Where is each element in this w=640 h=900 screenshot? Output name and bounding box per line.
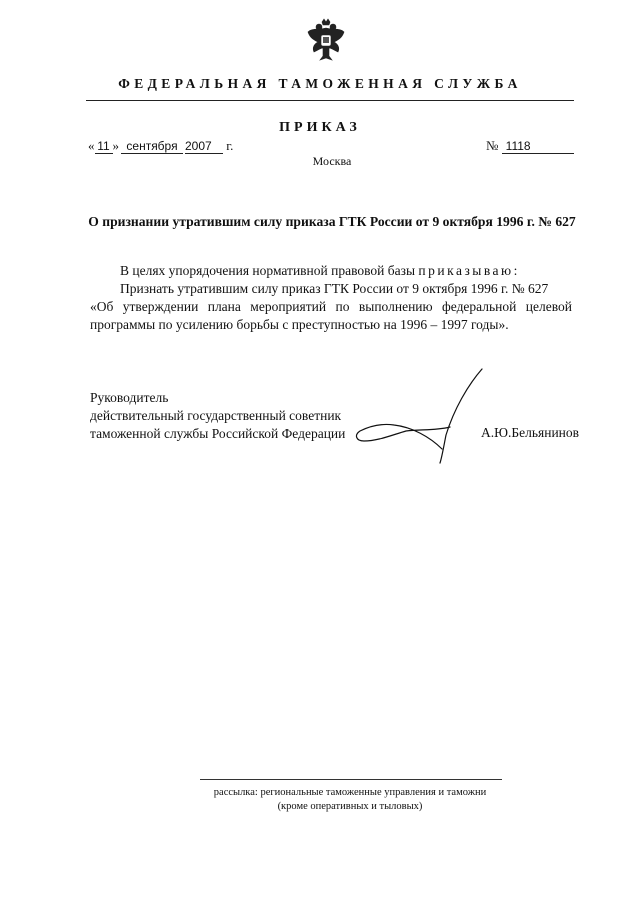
- order-body: [90, 262, 572, 334]
- document-title: ПРИКАЗ: [279, 120, 361, 135]
- coat-of-arms-emblem: [306, 18, 346, 64]
- distribution-line-1: рассылка: региональные таможенные управления и таможни: [213, 787, 487, 798]
- item-line-2: «Об утверждении плана мероприятий по выполнению федеральной целевой: [90, 299, 572, 314]
- order-subject: О признании утратившим силу приказа ГТК России от 9 октября 1996 г. № 627: [88, 214, 576, 229]
- date-year: 2007: [185, 139, 223, 154]
- date-open-quote: «: [88, 138, 95, 153]
- command-word: приказываю:: [418, 263, 520, 278]
- preamble-text: В целях упорядочения нормативной правовой базы: [120, 263, 416, 278]
- date-close-quote: »: [112, 138, 119, 153]
- agency-name: ФЕДЕРАЛЬНАЯ ТАМОЖЕННАЯ СЛУЖБА: [118, 76, 522, 91]
- item-line-1: Признать утратившим силу приказ ГТК России от 9 октября 1996 г. № 627: [120, 281, 549, 296]
- date-month: сентября: [121, 139, 183, 154]
- item-line-3: программы по усилению борьбы с преступностью на 1996 – 1997 годы».: [90, 317, 509, 332]
- distribution-list: [0, 786, 640, 814]
- date-year-suffix: г.: [226, 138, 234, 153]
- distribution-line-2: (кроме оперативных и тыловых): [277, 801, 423, 812]
- distribution-divider: [200, 779, 502, 780]
- signatory-line-3: таможенной службы Российской Федерации: [90, 426, 346, 441]
- order-date: [88, 138, 233, 154]
- preamble-line: [90, 262, 572, 280]
- signatory-line-2: действительный государственный советник: [90, 408, 342, 423]
- order-number: [486, 138, 574, 154]
- signatory-line-1: Руководитель: [90, 390, 169, 405]
- signer-name: А.Ю.Бельянинов: [481, 425, 580, 440]
- date-day: 11: [95, 139, 113, 154]
- header-divider: [86, 100, 574, 101]
- number-value: 1118: [502, 139, 574, 154]
- city-name: Москва: [312, 154, 352, 168]
- signatory-title: [90, 389, 345, 443]
- number-sign: №: [486, 138, 499, 153]
- handwritten-signature: [350, 365, 490, 465]
